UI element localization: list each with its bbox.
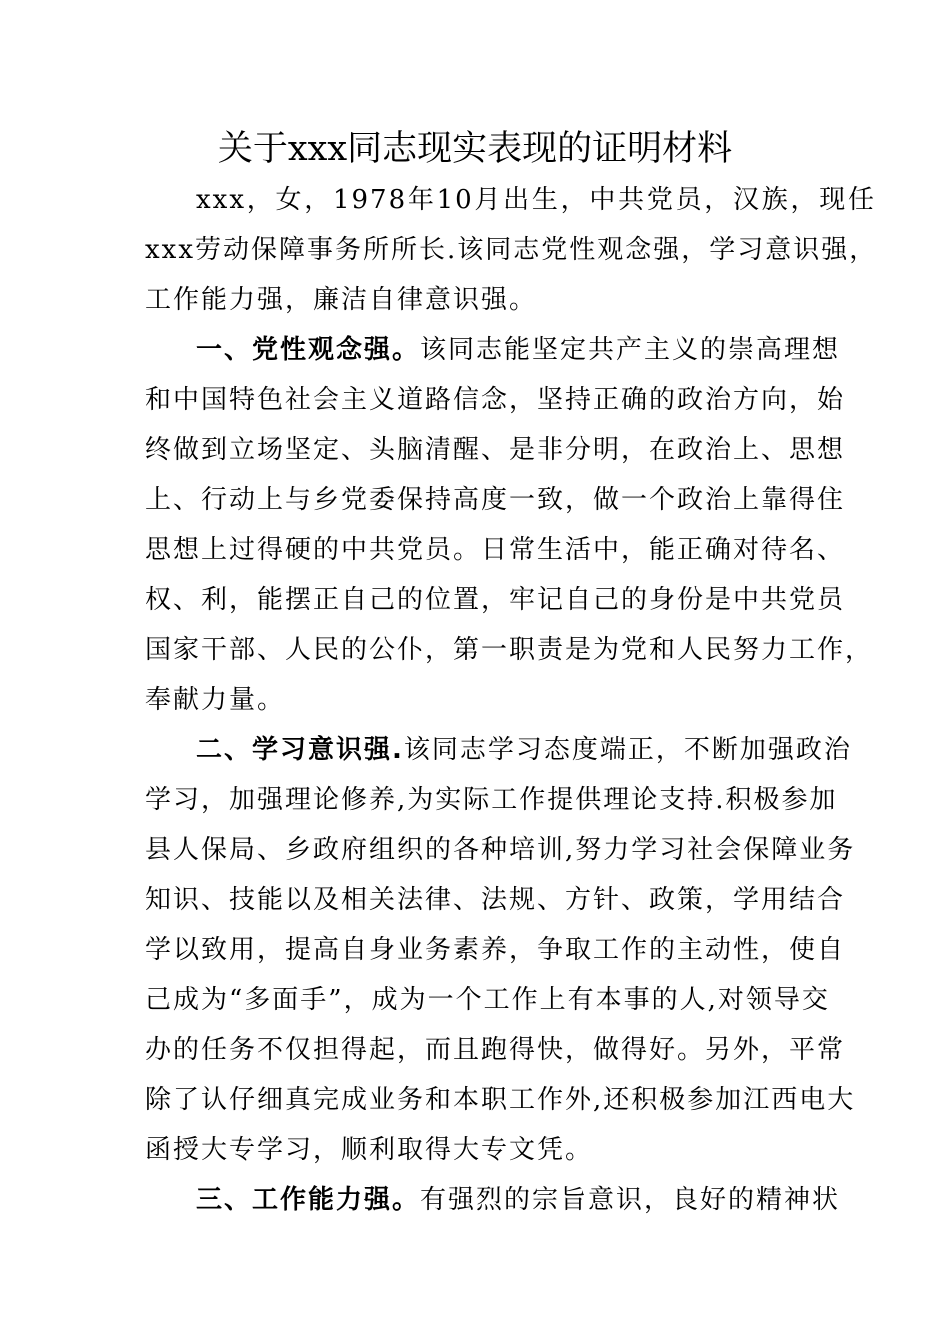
section-1-heading: 一、党性观念强。 (196, 335, 421, 365)
section-1-line-5: 思想上过得硬的中共党员。日常生活中，能正确对待名、 (145, 535, 846, 565)
section-2-line-9: 函授大专学习，顺利取得大专文凭。 (145, 1135, 594, 1165)
section-2-line-8: 除了认仔细真完成业务和本职工作外,还积极参加江西电大 (145, 1085, 856, 1115)
section-3-text: 有强烈的宗旨意识，良好的精神状 (420, 1185, 841, 1215)
section-2-heading: 二、学习意识强. (196, 735, 404, 765)
section-1-line-7: 国家干部、人民的公仆，第一职责是为党和人民努力工作， (145, 635, 874, 665)
section-1-line-6: 权、利，能摆正自己的位置，牢记自己的身份是中共党员 (145, 585, 846, 615)
section-2-line-5: 学以致用，提高自身业务素养，争取工作的主动性，使自 (145, 935, 846, 965)
section-2-line-3: 县人保局、乡政府组织的各种培训,努力学习社会保障业务 (145, 835, 856, 865)
section-2-line-2: 学习，加强理论修养,为实际工作提供理论支持.积极参加 (145, 785, 838, 815)
section-2-line-6: 己成为“多面手”，成为一个工作上有本事的人,对领导交 (145, 985, 830, 1015)
section-1-text: 该同志能坚定共产主义的崇高理想 (420, 335, 841, 365)
section-2-first-line (196, 730, 876, 770)
document-title: 关于xxx同志现实表现的证明材料 (217, 129, 733, 169)
intro-line-2: xxx劳动保障事务所所长.该同志党性观念强，学习意识强， (145, 235, 878, 265)
section-1-line-2: 和中国特色社会主义道路信念，坚持正确的政治方向，始 (145, 385, 846, 415)
section-3-first-line (196, 1180, 876, 1220)
intro-line-1: xxx，女，1978年10月出生，中共党员，汉族，现任 (196, 185, 876, 215)
section-1-line-3: 终做到立场坚定、头脑清醒、是非分明，在政治上、思想 (145, 435, 846, 465)
section-2-line-4: 知识、技能以及相关法律、法规、方针、政策，学用结合 (145, 885, 846, 915)
section-2-text: 该同志学习态度端正，不断加强政治 (403, 735, 852, 765)
section-1-line-4: 上、行动上与乡党委保持高度一致，做一个政治上靠得住 (145, 485, 846, 515)
section-2-line-7: 办的任务不仅担得起，而且跑得快，做得好。另外，平常 (145, 1035, 846, 1065)
section-3-heading: 三、工作能力强。 (196, 1185, 421, 1215)
section-1-line-8: 奉献力量。 (145, 685, 286, 715)
intro-line-3: 工作能力强，廉洁自律意识强。 (145, 285, 538, 315)
section-1-first-line (196, 330, 876, 370)
